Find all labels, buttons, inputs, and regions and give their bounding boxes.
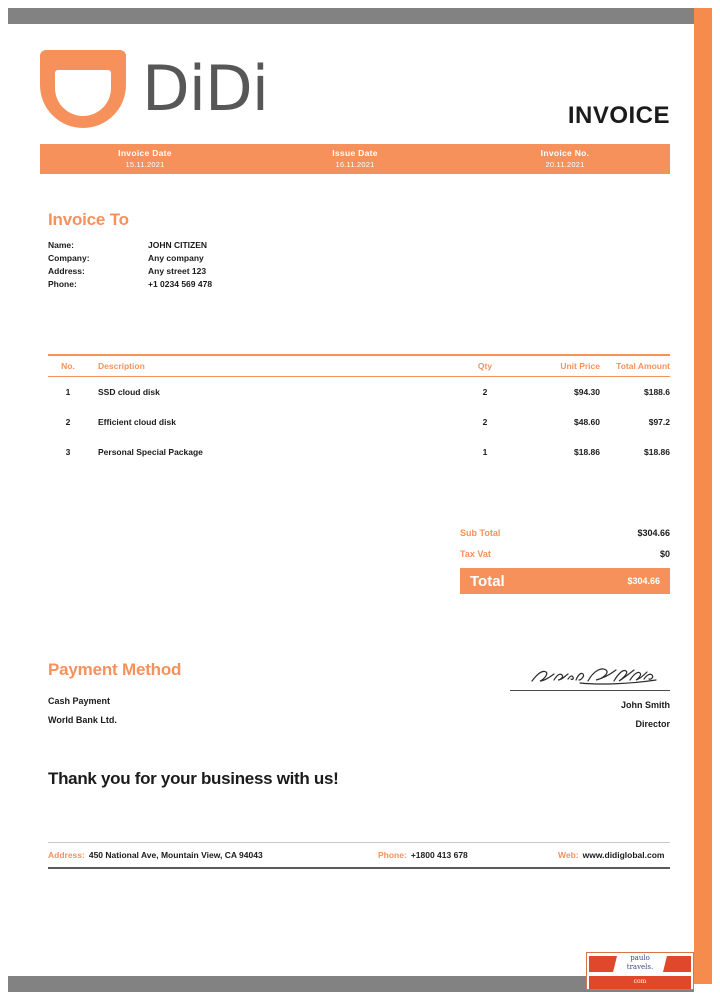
party-key: Name: bbox=[48, 240, 74, 250]
footer-address-value: 450 National Ave, Mountain View, CA 94043 bbox=[88, 850, 263, 860]
cell-no: 1 bbox=[65, 387, 71, 397]
tax-value: $0 bbox=[659, 548, 670, 559]
watermark-top-row bbox=[587, 953, 693, 975]
watermark-line-1: paulo bbox=[630, 954, 650, 962]
invoice-to-section bbox=[48, 210, 378, 291]
party-value: Any company bbox=[148, 253, 204, 263]
grand-total-row bbox=[460, 568, 670, 594]
thank-you-message: Thank you for your business with us! bbox=[48, 769, 339, 788]
invoice-header bbox=[40, 40, 670, 140]
meta-label: Invoice No. bbox=[540, 148, 590, 158]
page-top-bar bbox=[8, 8, 694, 24]
payment-method-heading: Payment Method bbox=[48, 660, 182, 679]
signer-name: John Smith bbox=[621, 700, 670, 710]
page-right-accent-strip bbox=[694, 8, 712, 984]
footer-web-value[interactable]: www.didiglobal.com bbox=[582, 850, 665, 860]
party-row bbox=[48, 239, 378, 252]
cell-no: 3 bbox=[65, 447, 71, 457]
party-row bbox=[48, 252, 378, 265]
cell-total-amount: $18.86 bbox=[644, 447, 670, 457]
watermark-badge bbox=[586, 952, 694, 990]
signature-block bbox=[510, 664, 670, 729]
footer-phone bbox=[378, 850, 558, 860]
grand-total-label: Total bbox=[470, 572, 505, 590]
cell-total-amount: $188.6 bbox=[644, 387, 670, 397]
cell-qty: 2 bbox=[482, 417, 488, 427]
cell-qty: 2 bbox=[482, 387, 488, 397]
meta-invoice-no bbox=[460, 144, 670, 174]
meta-label: Invoice Date bbox=[118, 148, 172, 158]
invoice-footer bbox=[48, 842, 670, 869]
cell-qty: 1 bbox=[482, 447, 488, 457]
table-row bbox=[48, 437, 670, 467]
table-row bbox=[48, 407, 670, 437]
party-value: JOHN CITIZEN bbox=[148, 240, 208, 250]
table-row bbox=[48, 377, 670, 407]
invoice-meta-bar bbox=[40, 144, 670, 174]
column-header-no: No. bbox=[61, 360, 75, 371]
payment-line-2: World Bank Ltd. bbox=[48, 715, 117, 725]
column-header-description: Description bbox=[98, 360, 145, 371]
meta-value: 16.11.2021 bbox=[335, 160, 375, 169]
watermark-text bbox=[587, 954, 693, 972]
cell-unit-price: $48.60 bbox=[574, 417, 600, 427]
watermark-line-3: com bbox=[633, 978, 647, 985]
meta-value: 15.11.2021 bbox=[125, 160, 165, 169]
cell-unit-price: $94.30 bbox=[574, 387, 600, 397]
signer-role: Director bbox=[635, 719, 670, 729]
meta-value: 20.11.2021 bbox=[545, 160, 585, 169]
subtotal-row bbox=[460, 522, 670, 543]
footer-contact-row bbox=[48, 843, 670, 867]
footer-address bbox=[48, 850, 378, 860]
line-items-table bbox=[48, 354, 670, 467]
footer-rule-bottom bbox=[48, 867, 670, 869]
footer-web-label: Web: bbox=[558, 850, 579, 860]
signature-rule bbox=[510, 690, 670, 691]
cell-description: Efficient cloud disk bbox=[98, 417, 176, 427]
meta-invoice-date bbox=[40, 144, 250, 174]
cell-description: SSD cloud disk bbox=[98, 387, 160, 397]
party-row bbox=[48, 278, 378, 291]
watermark-line-2: travels. bbox=[626, 963, 654, 971]
invoice-sheet bbox=[8, 24, 694, 976]
watermark-bottom-bar bbox=[589, 976, 691, 989]
payment-line-1: Cash Payment bbox=[48, 696, 111, 706]
brand-logo bbox=[40, 50, 268, 128]
footer-address-label: Address: bbox=[48, 850, 85, 860]
column-header-unit-price: Unit Price bbox=[560, 360, 600, 371]
tax-label: Tax Vat bbox=[460, 548, 491, 559]
party-key: Phone: bbox=[48, 279, 77, 289]
tax-row bbox=[460, 543, 670, 564]
cell-unit-price: $18.86 bbox=[574, 447, 600, 457]
totals-section bbox=[460, 522, 670, 594]
column-header-total-amount: Total Amount bbox=[616, 360, 670, 371]
column-header-qty: Qty bbox=[477, 360, 493, 371]
party-row bbox=[48, 265, 378, 278]
cell-total-amount: $97.2 bbox=[648, 417, 670, 427]
footer-web[interactable] bbox=[558, 850, 664, 860]
page-title: INVOICE bbox=[567, 102, 670, 129]
party-value: Any street 123 bbox=[148, 266, 207, 276]
meta-issue-date bbox=[250, 144, 460, 174]
party-key: Address: bbox=[48, 266, 85, 276]
cell-no: 2 bbox=[65, 417, 71, 427]
subtotal-label: Sub Total bbox=[460, 527, 501, 538]
brand-name: DiDi bbox=[142, 52, 268, 125]
subtotal-value: $304.66 bbox=[637, 527, 670, 538]
didi-logo-icon bbox=[40, 50, 126, 128]
table-header-row bbox=[48, 356, 670, 376]
party-value: +1 0234 569 478 bbox=[148, 279, 213, 289]
grand-total-value: $304.66 bbox=[627, 576, 660, 586]
payment-method-section bbox=[48, 660, 368, 730]
cell-description: Personal Special Package bbox=[98, 447, 203, 457]
signature-icon bbox=[510, 664, 670, 688]
footer-phone-label: Phone: bbox=[378, 850, 407, 860]
footer-phone-value: +1800 413 678 bbox=[410, 850, 468, 860]
invoice-to-heading: Invoice To bbox=[48, 210, 129, 229]
meta-label: Issue Date bbox=[332, 148, 378, 158]
party-key: Company: bbox=[48, 253, 90, 263]
